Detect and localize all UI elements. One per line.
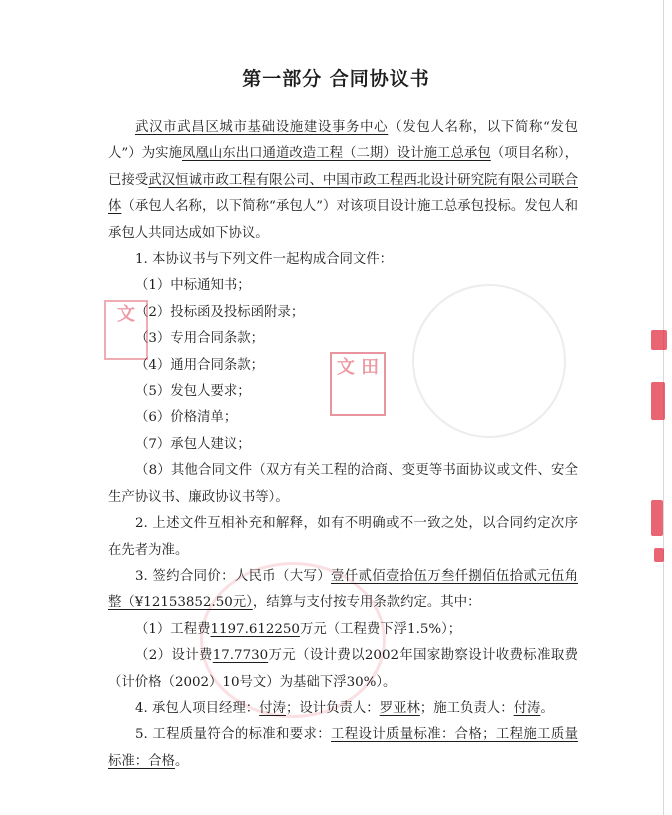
red-edge-mark [651,500,663,536]
section-4-paragraph: 4. 承包人项目经理：付涛；设计负责人：罗亚林；施工负责人：付涛。 [135,700,554,716]
construction-lead: 付涛 [513,700,541,716]
agreement-body [108,115,578,775]
contract-price-words: 壹仟贰佰壹拾伍万叁仟捌佰伍拾贰元伍角整（¥12153852.50元） [108,568,578,611]
list-item: （2）投标函及投标函附录； [135,304,305,320]
intro-paragraph: 武汉市武昌区城市基础设施建设事务中心（发包人名称，以下简称“发包人”）为实施凤凰山东出口通道改造工程（二期）设计施工总承包（项目名称），已接受武汉恒诚市政工程有限公司、中国市政工程西北设计研究院有限公司联合体（承包人名称，以下简称“承包人”）对该项目设计施工总承包投标。发包人和承包人共同达成如下协议。 [108,120,579,241]
quality-standard: 工程设计质量标准：合格；工程施工质量标准：合格 [108,727,578,769]
section-3-paragraph: 3. 签约合同价：人民币（大写）壹仟贰佰壹拾伍万叁仟捌佰伍拾贰元伍角整（¥12153852.50元），结算与支付按专用条款约定。其中： [108,568,578,611]
section-2-paragraph: 2. 上述文件互相补充和解释，如有不明确或不一致之处，以合同约定次序在先者为准。 [108,516,578,558]
design-fee-line: （2）设计费17.7730万元（设计费以2002年国家勘察设计收费标准取费（计价格（2002）10号文）为基础下浮30%）。 [108,648,579,690]
list-item: （6）价格清单； [135,410,238,426]
red-edge-mark [651,330,667,350]
red-stamp-left: 文 [104,300,148,360]
engineering-fee-line: （1）工程费1197.612250万元（工程费下浮1.5%）； [135,621,462,637]
section-1-heading: 1. 本协议书与下列文件一起构成合同文件： [135,252,394,268]
section-5-paragraph: 5. 工程质量符合的标准和要求：工程设计质量标准：合格；工程施工质量标准：合格。 [108,727,578,769]
engineering-fee-value: 1197.612250 [210,621,300,637]
list-item: （5）发包人要求； [135,384,251,400]
design-lead: 罗亚林 [379,700,420,716]
red-edge-mark [651,382,665,420]
employer-name: 武汉市武昌区城市基础设施建设事务中心 [135,120,389,135]
design-fee-value: 17.7730 [212,648,269,664]
list-item: （4）通用合同条款； [135,357,265,373]
project-name: 凤凰山东出口通道改造工程（二期）设计施工总承包 [182,146,491,162]
project-manager: 付涛 [259,700,286,716]
list-item: （1）中标通知书； [135,278,251,294]
list-item: （8）其他合同文件（双方有关工程的洽商、变更等书面协议或文件、安全生产协议书、廉政协议书等）。 [108,463,578,505]
red-edge-mark [654,548,664,562]
list-item: （7）承包人建议； [135,436,251,452]
page-title: 第一部分 合同协议书 [242,68,430,90]
contractor-name: 武汉恒诚市政工程有限公司、中国市政工程西北设计研究院有限公司联合体 [108,172,579,215]
red-stamp-middle: 文 田 [330,352,386,416]
list-item: （3）专用合同条款； [135,331,265,347]
